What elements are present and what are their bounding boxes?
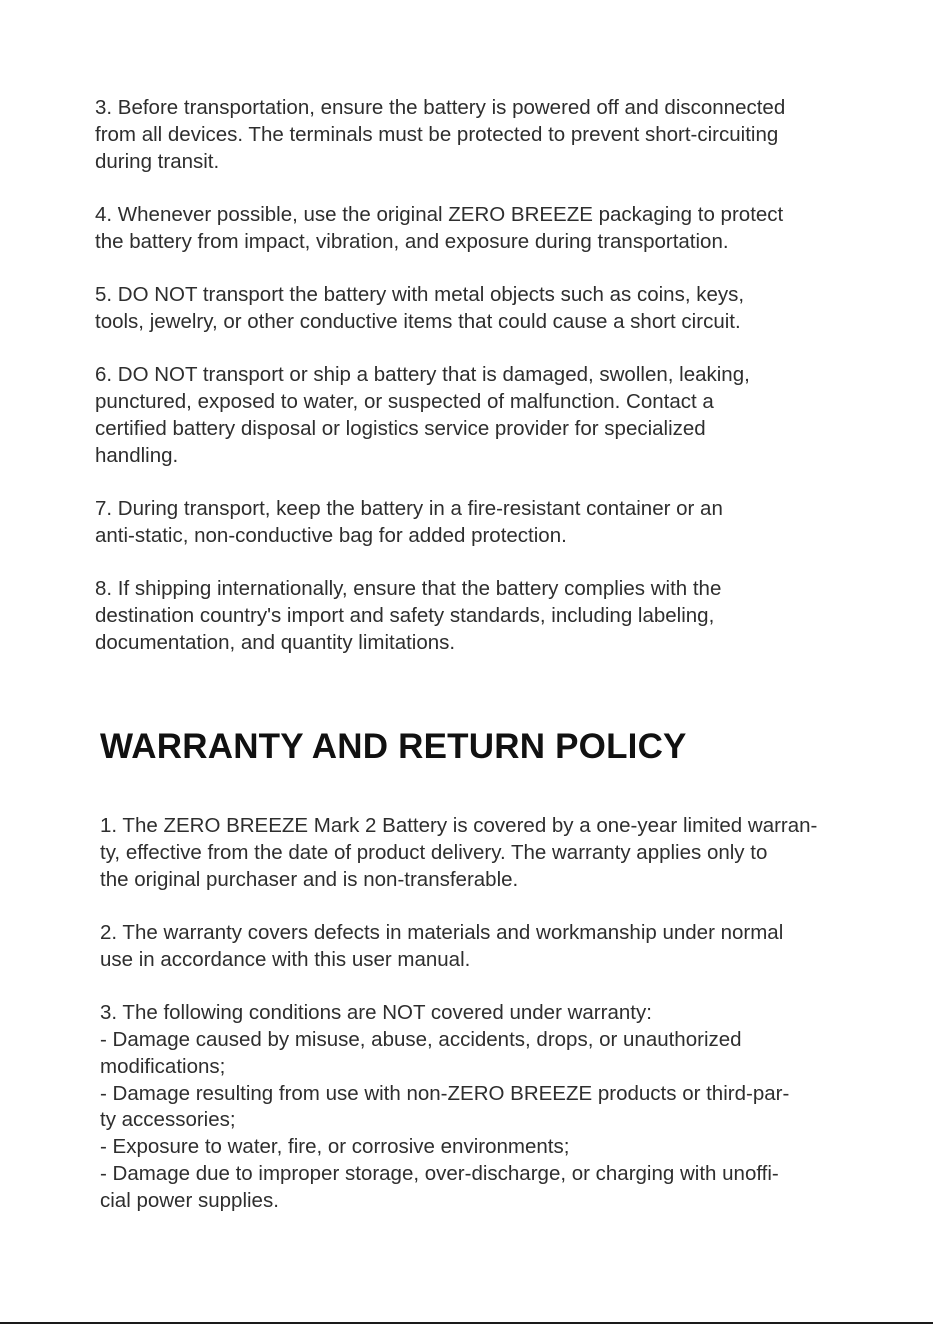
warranty-item-3: 3. The following conditions are NOT covered under warranty: - Damage caused by misuse, abuse, accidents, drops, or unauthorized modifications; - Damage resulting from use with non-ZERO BREEZE products or third-par- ty accessories; - Exposure to water, fire, or corrosive environments; - Damage due to improper storage, over-discharge, or charging with unoffi- cial power supplies.	[100, 1001, 790, 1212]
transport-item-8: 8. If shipping internationally, ensure that the battery complies with the destination country's import and safety standards, including labeling, documentation, and quantity limitations.	[95, 577, 722, 654]
transport-instructions	[95, 95, 855, 683]
warranty-heading: WARRANTY AND RETURN POLICY	[100, 727, 687, 766]
transport-item-3: 3. Before transportation, ensure the battery is powered off and disconnected from all devices. The terminals must be protected to prevent short-circuiting during transit.	[95, 96, 786, 173]
warranty-item-2: 2. The warranty covers defects in materials and workmanship under normal use in accordance with this user manual.	[100, 920, 784, 971]
transport-item-4: 4. Whenever possible, use the original ZERO BREEZE packaging to protect the battery from impact, vibration, and exposure during transportation.	[95, 202, 784, 253]
warranty-item-1: 1. The ZERO BREEZE Mark 2 Battery is covered by a one-year limited warran- ty, effective from the date of product delivery. The warranty applies only to the original purchaser and is non-transferable.	[100, 814, 818, 891]
transport-item-5: 5. DO NOT transport the battery with metal objects such as coins, keys, tools, jewelry, or other conductive items that could cause a short circuit.	[95, 283, 745, 333]
transport-item-7: 7. During transport, keep the battery in a fire-resistant container or an anti-static, non-conductive bag for added protection.	[95, 497, 723, 547]
transport-item-6: 6. DO NOT transport or ship a battery that is damaged, swollen, leaking, punctured, exposed to water, or suspected of malfunction. Contact a certified battery disposal or logistics service provider for specialized handling.	[95, 363, 750, 467]
warranty-section	[100, 727, 860, 1241]
